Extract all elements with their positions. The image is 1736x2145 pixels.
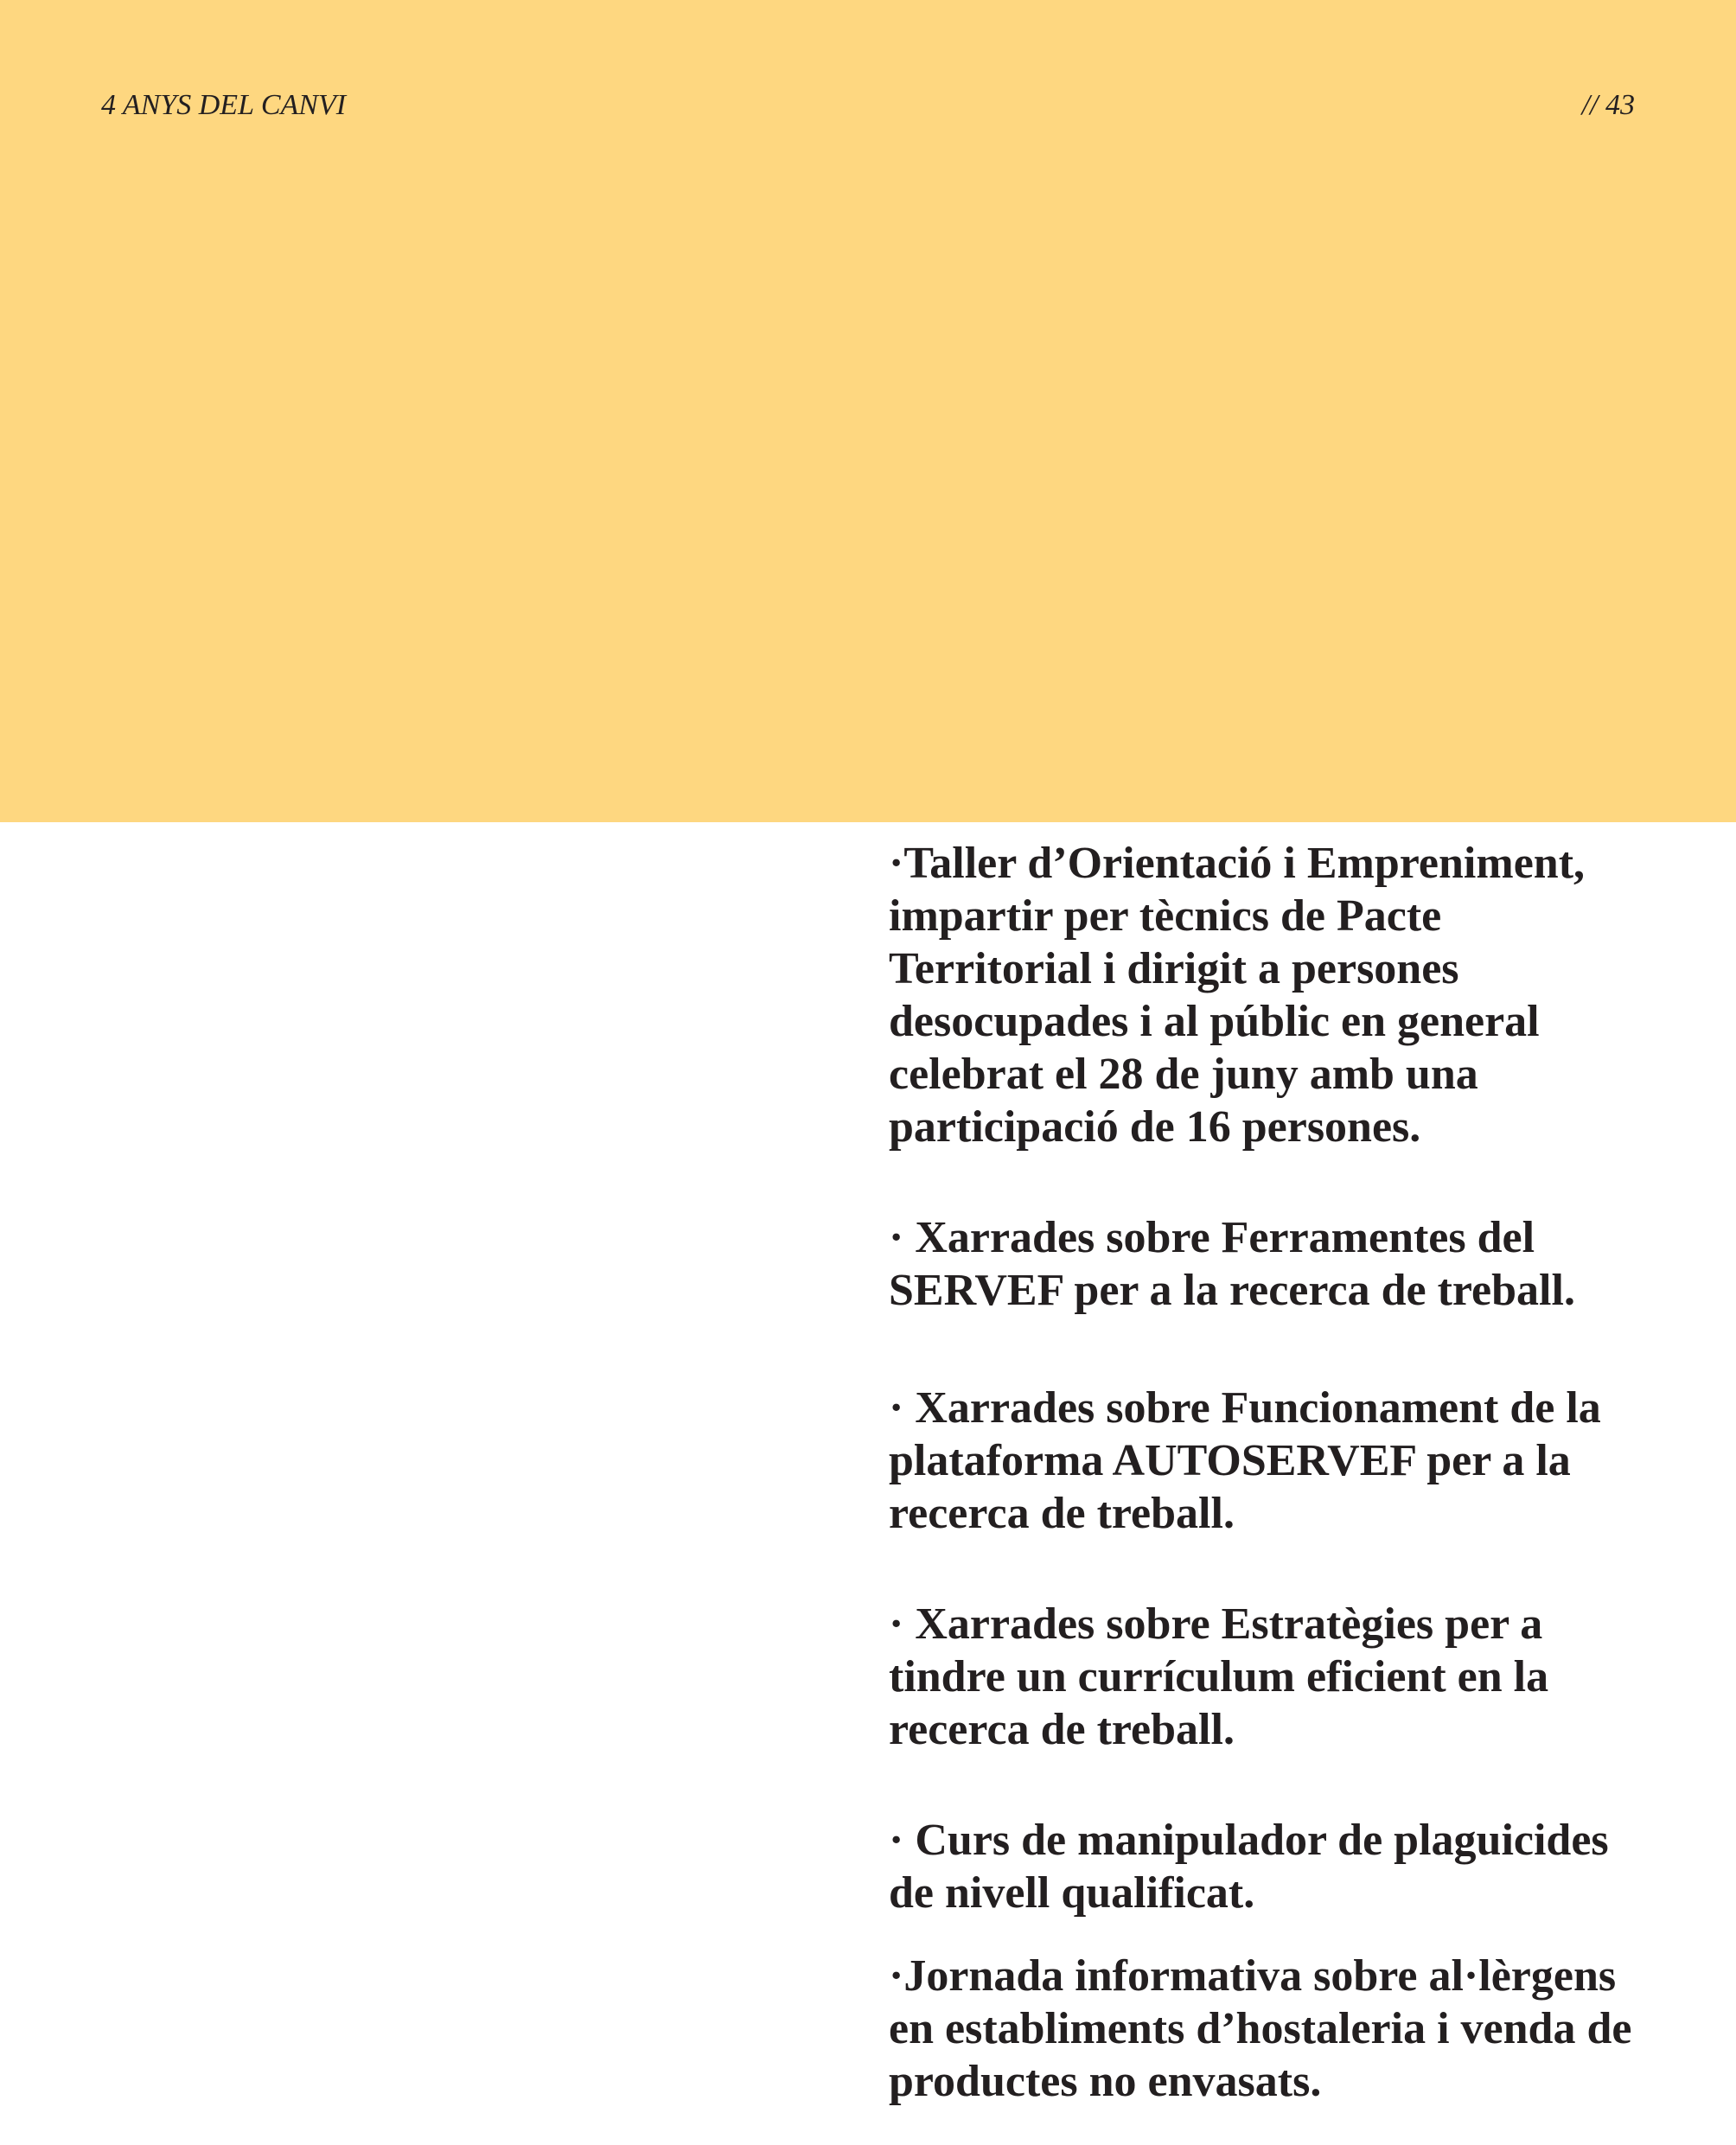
list-item-jornada-allergens: ·Jornada informativa sobre al·lèrgens en establiments d’hostaleria i venda de productes no envasats. xyxy=(889,1951,1632,2106)
list-item-taller-orientacio: ·Taller d’Orientació i Empreniment, impartir per tècnics de Pacte Territorial i dirigit a persones desocupades i al públic en general celebrat el 28 de juny amb una participació de 16 persones. xyxy=(889,839,1586,1152)
list-item-xarrades-autoservef: · Xarrades sobre Funcionament de la plataforma AUTOSERVEF per a la recerca de treball. xyxy=(889,1383,1601,1538)
activities-list xyxy=(889,837,1650,2108)
page-number: // 43 xyxy=(1581,89,1635,121)
list-item-xarrades-curriculum: · Xarrades sobre Estratègies per a tindre un currículum eficient en la recerca de treball. xyxy=(889,1599,1549,1754)
running-head-title: 4 ANYS DEL CANVI xyxy=(101,89,347,121)
list-item-curs-plaguicides: · Curs de manipulador de plaguicides de nivell qualificat. xyxy=(889,1816,1609,1918)
list-item-xarrades-ferramentes: · Xarrades sobre Ferramentes del SERVEF per a la recerca de treball. xyxy=(889,1213,1575,1315)
